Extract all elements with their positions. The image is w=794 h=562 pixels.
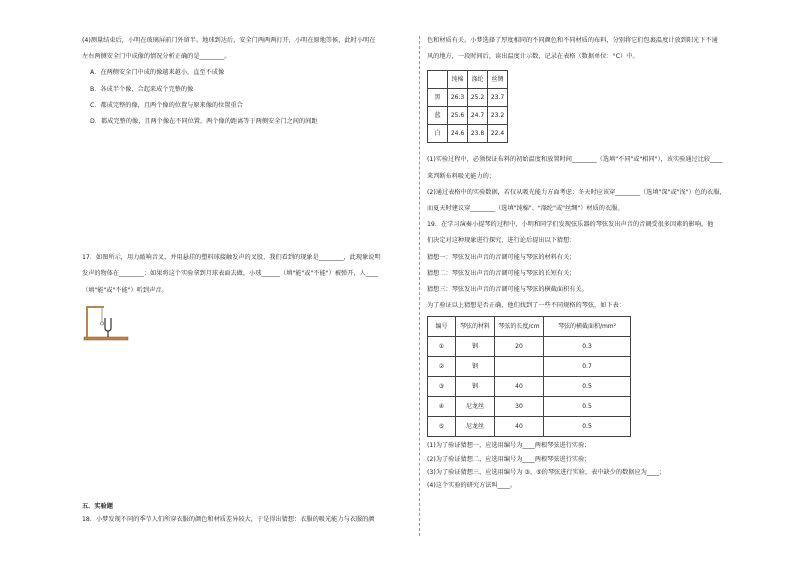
section-5-heading: 五．实验题 [82,502,113,510]
table-cell: 20 [495,337,544,357]
q19-question-1: (1)为了验证猜想一，应选用编号为____两根琴弦进行实验； [427,442,591,450]
column-divider [419,36,420,536]
q18-start: 18．小梦发现不同的季节人们所穿衣服的颜色和材质差异较大，于是得出猜想：衣服的吸光能力与衣服的颜 [82,516,375,524]
q18-cont-line1: 色和材质有关。小梦选择了厚度相同的不同颜色和不同材质的布料，分别将它们包裹温度计放到阳光下不通 [427,37,718,44]
table-row [428,417,631,437]
table-row [428,337,631,357]
table-header-cell: 琴弦的材料 [456,317,495,337]
q16-4-stem-line2: 左右两侧安全门中成像的情况分析正确的是________。 [82,53,231,61]
table-cell: 钢 [456,337,495,357]
option-a: A．在两侧安全门中成的像越来越小，直至不成像 [90,69,225,77]
table-cell: 0.5 [544,397,631,417]
table-cell: 25.6 [448,107,468,125]
table-cell: ① [428,337,456,357]
table-cell [495,357,544,377]
table-cell: 0.5 [544,417,631,437]
table-header-cell: 琴弦的长度/cm [495,317,544,337]
tuning-fork-diagram [82,304,132,344]
fabric-temperature-table [427,70,508,143]
table-cell: 22.4 [488,125,508,143]
option-c: C．都成完整的像，且两个像的位置与原来像的位置重合 [90,101,243,109]
table-row [428,107,508,125]
right-column [427,38,767,496]
q18-question-2b: 而夏天时建议穿________（选填"纯棉"、"涤纶"或"丝绸"）材质的衣服。 [427,205,624,213]
q18-question-1a: (1)实验过程中，必须保证布料的初始温度和放置时间________（选填"不同"或"相同"），该实验通过比较____ [427,156,723,164]
q18-cont-line2: 风的地方，一段时间后，读出温度计示数，记录在表格（数据单位：°C）中。 [427,53,639,61]
q16-4-stem-line1: (4)测量结束后，小明在玻璃屏前门外留半。地球到达后，安全门两两两打开，小明在原地等候，此时小明在 [82,37,376,44]
table-header-cell: 琴弦的横截面积/mm² [544,317,631,337]
q19-question-2: (2)为了验证猜想二，应选用编号为____两根琴弦进行实验； [427,455,591,463]
q19-line1: 19．在学习演奏小提琴的过程中，小明和同学们发现弦乐器的琴弦发出声音的音调受很多因素的影响。他 [427,221,714,229]
option-d: D．都成完整的像，且两个像在不同位置，两个像的距离等于两侧安全门之间的间距 [90,118,318,126]
table-cell: ④ [428,397,456,417]
guess-1: 猜想一：琴弦发出声音的音调可能与琴弦的材料有关； [427,253,576,261]
table-cell: 40 [495,377,544,397]
table-row [428,125,508,143]
table-row [428,89,508,107]
table-header-cell [428,71,448,89]
q18-question-1b: 来判断布料吸光能力的； [427,172,496,180]
table-row [428,397,631,417]
tuning-fork-figure [82,304,132,344]
table-row [428,377,631,397]
table-cell: 0.5 [544,377,631,397]
table-cell: 白 [428,125,448,143]
table-cell: 23.7 [488,89,508,107]
left-column [82,38,412,533]
q19-question-3: (3)为了验证猜想三，应选用编号为 ③、⑤的琴弦进行实验，表中缺少的数据应为____； [427,468,666,476]
table-cell: 0.3 [544,337,631,357]
table-cell: 23.2 [488,107,508,125]
q17-line3: （填"能"或"不能"）听到声音。 [82,286,168,294]
guess-3: 猜想三：琴弦发出声音的音调可能与琴弦的横截面积有关。 [427,286,588,294]
table-row [428,357,631,377]
table-cell: 钢 [456,357,495,377]
table-cell: 0.7 [544,357,631,377]
table-cell: 尼龙丝 [456,397,495,417]
table-cell: 蓝 [428,107,448,125]
q17-line1: 17．如图所示，用力敲响音叉，并用悬挂的塑料球接触发声的叉股，我们看到的现象是________，此现象说明 [82,254,381,262]
table-cell: 钢 [456,377,495,397]
table-cell: 24.7 [468,107,488,125]
table-cell: ② [428,357,456,377]
table-cell: 30 [495,397,544,417]
option-b: B．各成半个像，合起来成个完整的像 [90,85,194,93]
table-cell: 40 [495,417,544,437]
table-cell: 黑 [428,89,448,107]
table-cell: 23.8 [468,125,488,143]
q19-line2: 们决定对这种现象进行探究，进行论后提出以下猜想： [427,237,576,245]
table-header-row [428,317,631,337]
table-header-row [428,71,508,89]
table-cell: 尼龙丝 [456,417,495,437]
q17-line2: 发声的物体在________；如果将这个实验拿到月球表面去做，小球______（填"能"或"不能"）被弹开，人____ [82,270,379,278]
table-header-cell: 编号 [428,317,456,337]
table-cell: ③ [428,377,456,397]
table-header-cell: 涤纶 [468,71,488,89]
table-cell: 24.6 [448,125,468,143]
guess-2: 猜想二：琴弦发出声音的音调可能与琴弦的长短有关； [427,269,576,277]
q19-question-4: (4)这个实验的研究方法叫____。 [427,482,517,490]
string-spec-table [427,316,631,437]
q18-question-2a: (2)通过表格中的实验数据，若仅从吸光能力方面考虑：冬天时应该穿________（选填"深"或"浅"）色的衣服， [427,188,726,196]
table-cell: 25.2 [468,89,488,107]
table-header-cell: 纯棉 [448,71,468,89]
table2-intro: 为了验证以上猜想是否正确，他们找到了一些不同规格的琴弦，如下表： [427,302,625,310]
table-cell: ⑤ [428,417,456,437]
table-header-cell: 丝绸 [488,71,508,89]
table-cell: 26.3 [448,89,468,107]
